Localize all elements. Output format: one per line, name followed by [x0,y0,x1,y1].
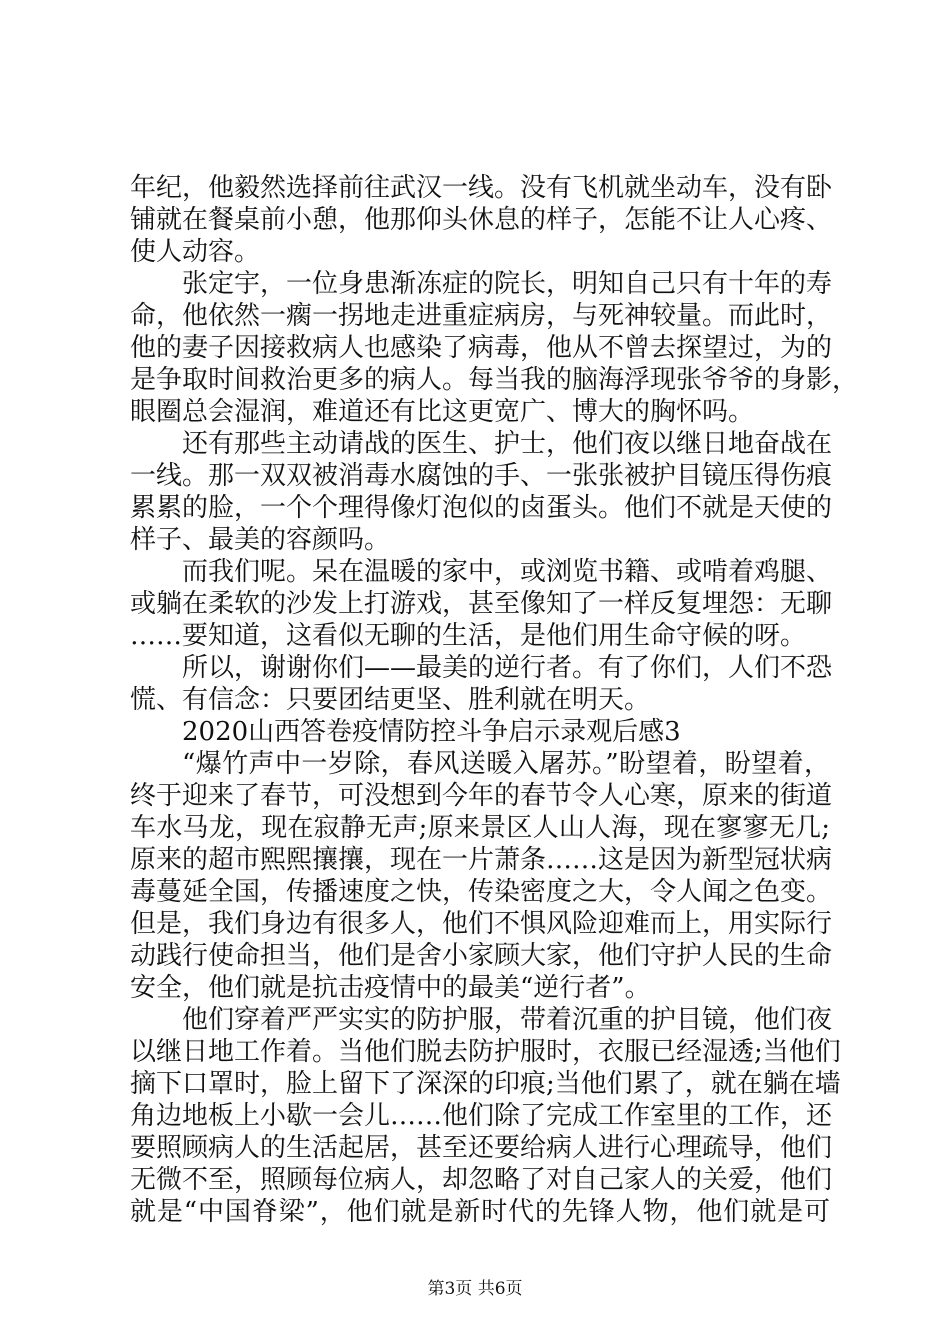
text-line: 以继日地工作着。当他们脱去防护服时，衣服已经湿透;当他们 [130,1037,841,1067]
text-line: 终于迎来了春节，可没想到今年的春节令人心寒，原来的街道 [130,781,833,811]
text-line: 样子、最美的容颜吗。 [130,525,391,555]
text-line: ……要知道，这看似无聊的生活，是他们用生命守候的呀。 [130,621,807,651]
text-line: 或躺在柔软的沙发上打游戏，甚至像知了一样反复埋怨：无聊 [130,589,833,619]
paragraph-first-line: 所以，谢谢你们——最美的逆行者。有了你们，人们不恐 [182,653,833,683]
text-line: 一线。那一双双被消毒水腐蚀的手、一张张被护目镜压得伤痕 [130,461,833,491]
text-line: 就是“中国脊梁”，他们就是新时代的先锋人物，他们就是可 [130,1197,830,1227]
text-line: 他的妻子因接救病人也感染了病毒，他从不曾去探望过，为的 [130,333,833,363]
text-line: 铺就在餐桌前小憩，他那仰头休息的样子，怎能不让人心疼、 [130,205,833,235]
text-line: 原来的超市熙熙攘攘，现在一片萧条……这是因为新型冠状病 [130,845,833,875]
section-heading: 2020山西答卷疫情防控斗争启示录观后感3 [182,717,681,747]
paragraph-first-line: “爆竹声中一岁除，春风送暖入屠苏。”盼望着，盼望着， [182,749,830,779]
text-line: 摘下口罩时，脸上留下了深深的印痕;当他们累了，就在躺在墙 [130,1069,841,1099]
paragraph-first-line: 他们穿着严严实实的防护服，带着沉重的护目镜，他们夜 [182,1005,833,1035]
paragraph-first-line: 而我们呢。呆在温暖的家中，或浏览书籍、或啃着鸡腿、 [182,557,833,587]
text-line: 是争取时间救治更多的病人。每当我的脑海浮现张爷爷的身影， [130,365,859,395]
text-line: 毒蔓延全国，传播速度之快，传染密度之大，令人闻之色变。 [130,877,833,907]
text-line: 动践行使命担当，他们是舍小家顾大家，他们守护人民的生命 [130,941,833,971]
text-line: 要照顾病人的生活起居，甚至还要给病人进行心理疏导，他们 [130,1133,833,1163]
text-line: 但是，我们身边有很多人，他们不惧风险迎难而上，用实际行 [130,909,833,939]
paragraph-first-line: 张定宇，一位身患渐冻症的院长，明知自己只有十年的寿 [182,269,833,299]
text-line: 车水马龙，现在寂静无声;原来景区人山人海，现在寥寥无几; [130,813,830,843]
text-line: 年纪，他毅然选择前往武汉一线。没有飞机就坐动车，没有卧 [130,173,833,203]
text-line: 无微不至，照顾每位病人，却忽略了对自己家人的关爱，他们 [130,1165,833,1195]
text-line: 慌、有信念：只要团结更坚、胜利就在明天。 [130,685,651,715]
paragraph-first-line: 还有那些主动请战的医生、护士，他们夜以继日地奋战在 [182,429,833,459]
text-line: 使人动容。 [130,237,261,267]
page-footer: 第3页 共6页 [427,1279,523,1299]
text-line: 角边地板上小歇一会儿……他们除了完成工作室里的工作，还 [130,1101,833,1131]
text-line: 眼圈总会湿润，难道还有比这更宽广、博大的胸怀吗。 [130,397,755,427]
body-text [130,172,859,1228]
text-line: 安全，他们就是抗击疫情中的最美“逆行者”。 [130,973,651,1003]
text-line: 命，他依然一瘸一拐地走进重症病房，与死神较量。而此时， [130,301,833,331]
text-line: 累累的脸，一个个理得像灯泡似的卤蛋头。他们不就是天使的 [130,493,833,523]
